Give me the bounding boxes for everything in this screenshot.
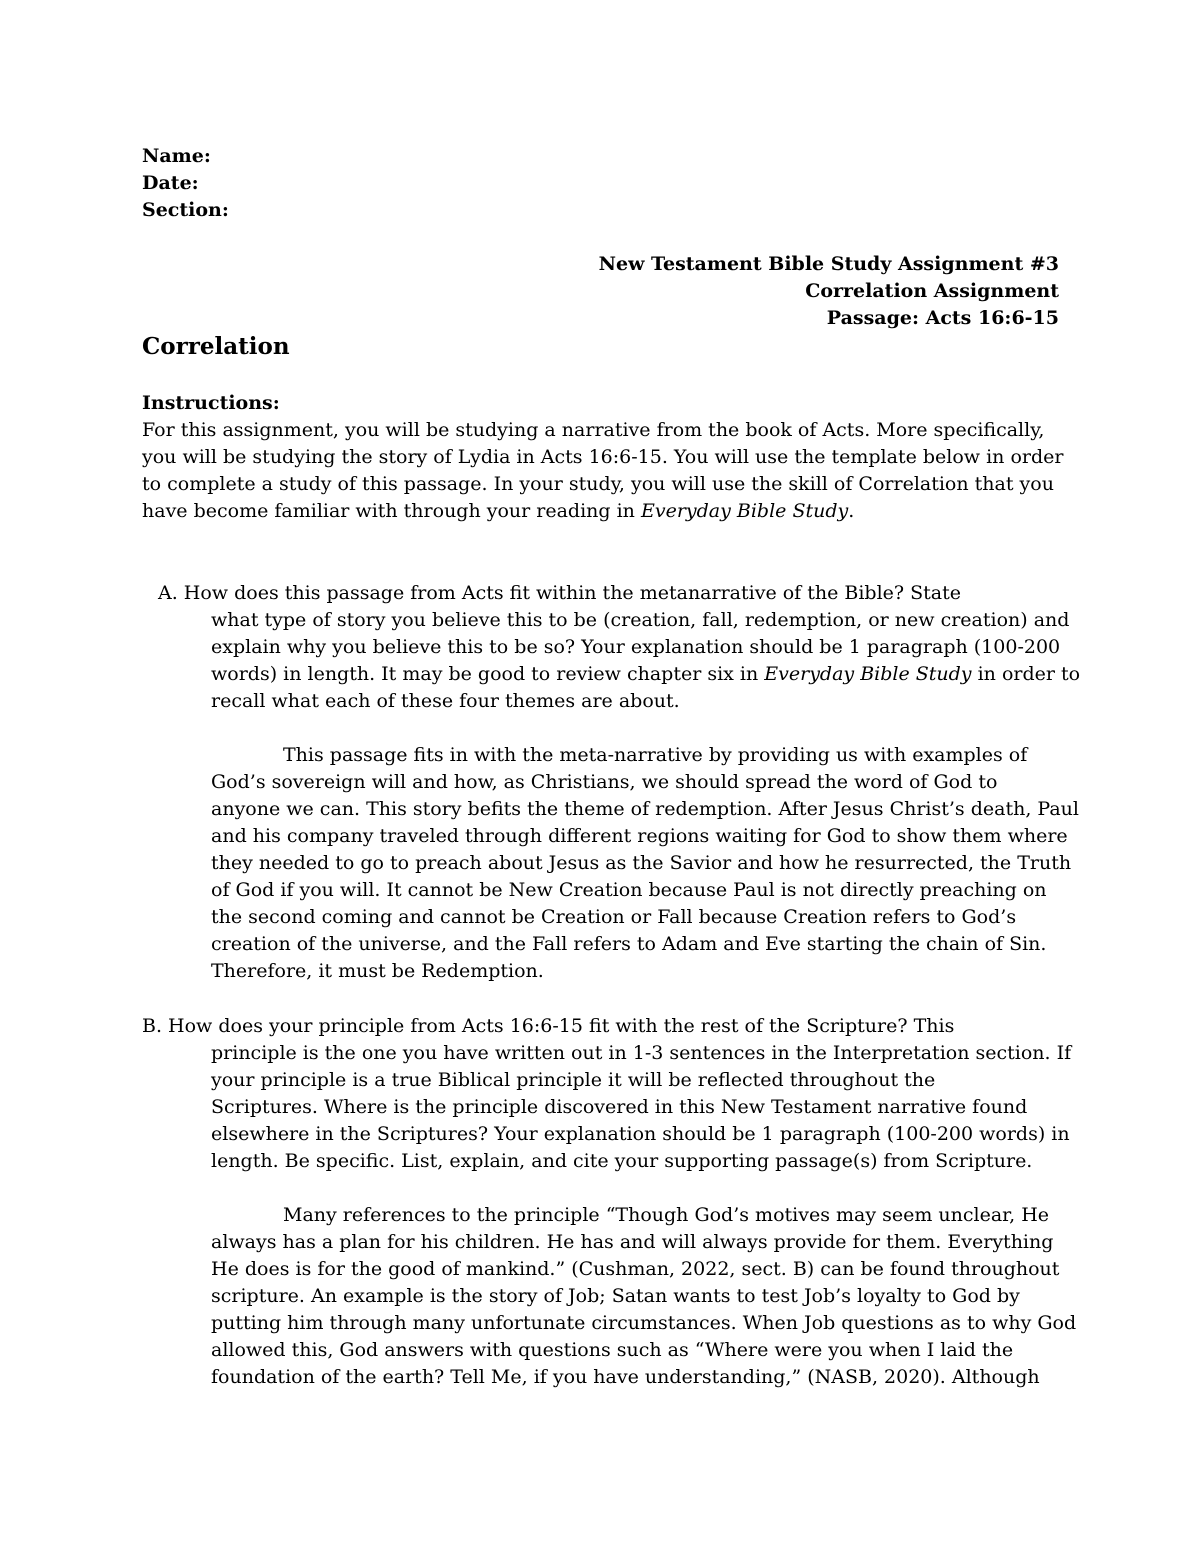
answer-line: God’s sovereign will and how, as Christians, we should spread the word of God to xyxy=(211,771,998,793)
instructions-line-prefix: have become familiar with through your reading in xyxy=(142,500,641,522)
answer-line: always has a plan for his children. He has and will always provide for them. Everything xyxy=(211,1231,1054,1253)
question-b-first-line: B. How does your principle from Acts 16:6-15 fit with the rest of the Scripture? This xyxy=(142,1015,955,1037)
answer-line: He does is for the good of mankind.” (Cushman, 2022, sect. B) can be found throughout xyxy=(211,1258,1060,1280)
assignment-passage: Passage: Acts 16:6-15 xyxy=(826,307,1059,329)
answer-line: allowed this, God answers with questions such as “Where were you when I laid the xyxy=(211,1339,1014,1361)
answer-line: Therefore, it must be Redemption. xyxy=(211,960,544,982)
instructions-line-suffix: . xyxy=(848,500,855,522)
question-line: explain why you believe this to be so? Your explanation should be 1 paragraph (100-200 xyxy=(211,636,1061,658)
student-info-block xyxy=(142,143,229,224)
instructions-line: For this assignment, you will be studying a narrative from the book of Acts. More specifically, xyxy=(142,419,1045,441)
question-b-text xyxy=(211,1040,1071,1175)
answer-b xyxy=(211,1202,1076,1391)
question-line: your principle is a true Biblical principle it will be reflected throughout the xyxy=(211,1069,936,1091)
question-line xyxy=(211,661,1080,688)
date-label: Date: xyxy=(142,172,199,194)
assignment-heading xyxy=(599,251,1059,332)
book-title: Everyday Bible Study xyxy=(764,663,972,685)
answer-line: and his company traveled through different regions waiting for God to show them where xyxy=(211,825,1068,847)
question-line: recall what each of these four themes are about. xyxy=(211,690,680,712)
question-line: what type of story you believe this to be (creation, fall, redemption, or new creation) and xyxy=(211,609,1070,631)
assignment-title: New Testament Bible Study Assignment #3 xyxy=(598,253,1059,275)
question-a-first-line: A. How does this passage from Acts fit within the metanarrative of the Bible? State xyxy=(158,582,962,604)
assignment-subtitle: Correlation Assignment xyxy=(805,280,1059,302)
name-label: Name: xyxy=(142,145,211,167)
answer-line: putting him through many unfortunate circumstances. When Job questions as to why God xyxy=(211,1312,1077,1334)
question-line-prefix: words) in length. It may be good to review chapter six in xyxy=(211,663,765,685)
section-label: Section: xyxy=(142,199,229,221)
answer-line: the second coming and cannot be Creation or Fall because Creation refers to God’s xyxy=(211,906,1017,928)
section-title: Correlation xyxy=(142,333,290,360)
question-line: Scriptures. Where is the principle discovered in this New Testament narrative found xyxy=(211,1096,1028,1118)
instructions-text xyxy=(142,417,1072,525)
question-line: length. Be specific. List, explain, and cite your supporting passage(s) from Scripture. xyxy=(211,1150,1033,1172)
answer-line: of God if you will. It cannot be New Creation because Paul is not directly preaching on xyxy=(211,879,1047,901)
question-a-text xyxy=(211,607,1080,715)
answer-line: scripture. An example is the story of Job; Satan wants to test Job’s loyalty to God by xyxy=(211,1285,1020,1307)
instructions-line: you will be studying the story of Lydia in Acts 16:6-15. You will use the template below in order xyxy=(142,446,1064,468)
answer-line: This passage fits in with the meta-narrative by providing us with examples of xyxy=(283,744,1028,766)
question-line: elsewhere in the Scriptures? Your explanation should be 1 paragraph (100-200 words) in xyxy=(211,1123,1070,1145)
answer-a xyxy=(211,742,1079,985)
answer-line: anyone we can. This story befits the theme of redemption. After Jesus Christ’s death, Paul xyxy=(211,798,1079,820)
answer-line: foundation of the earth? Tell Me, if you have understanding,” (NASB, 2020). Although xyxy=(211,1366,1040,1388)
book-title: Everyday Bible Study xyxy=(640,500,849,522)
answer-line: Many references to the principle “Though God’s motives may seem unclear, He xyxy=(283,1204,1050,1226)
instructions-label: Instructions: xyxy=(142,392,280,414)
instructions-line: to complete a study of this passage. In your study, you will use the skill of Correlation that you xyxy=(142,473,1054,495)
answer-line: they needed to go to preach about Jesus as the Savior and how he resurrected, the Truth xyxy=(211,852,1072,874)
instructions-line xyxy=(142,498,1072,525)
question-line-suffix: in order to xyxy=(971,663,1081,685)
question-line: principle is the one you have written out in 1-3 sentences in the Interpretation section. If xyxy=(211,1042,1072,1064)
answer-line: creation of the universe, and the Fall refers to Adam and Eve starting the chain of Sin. xyxy=(211,933,1047,955)
